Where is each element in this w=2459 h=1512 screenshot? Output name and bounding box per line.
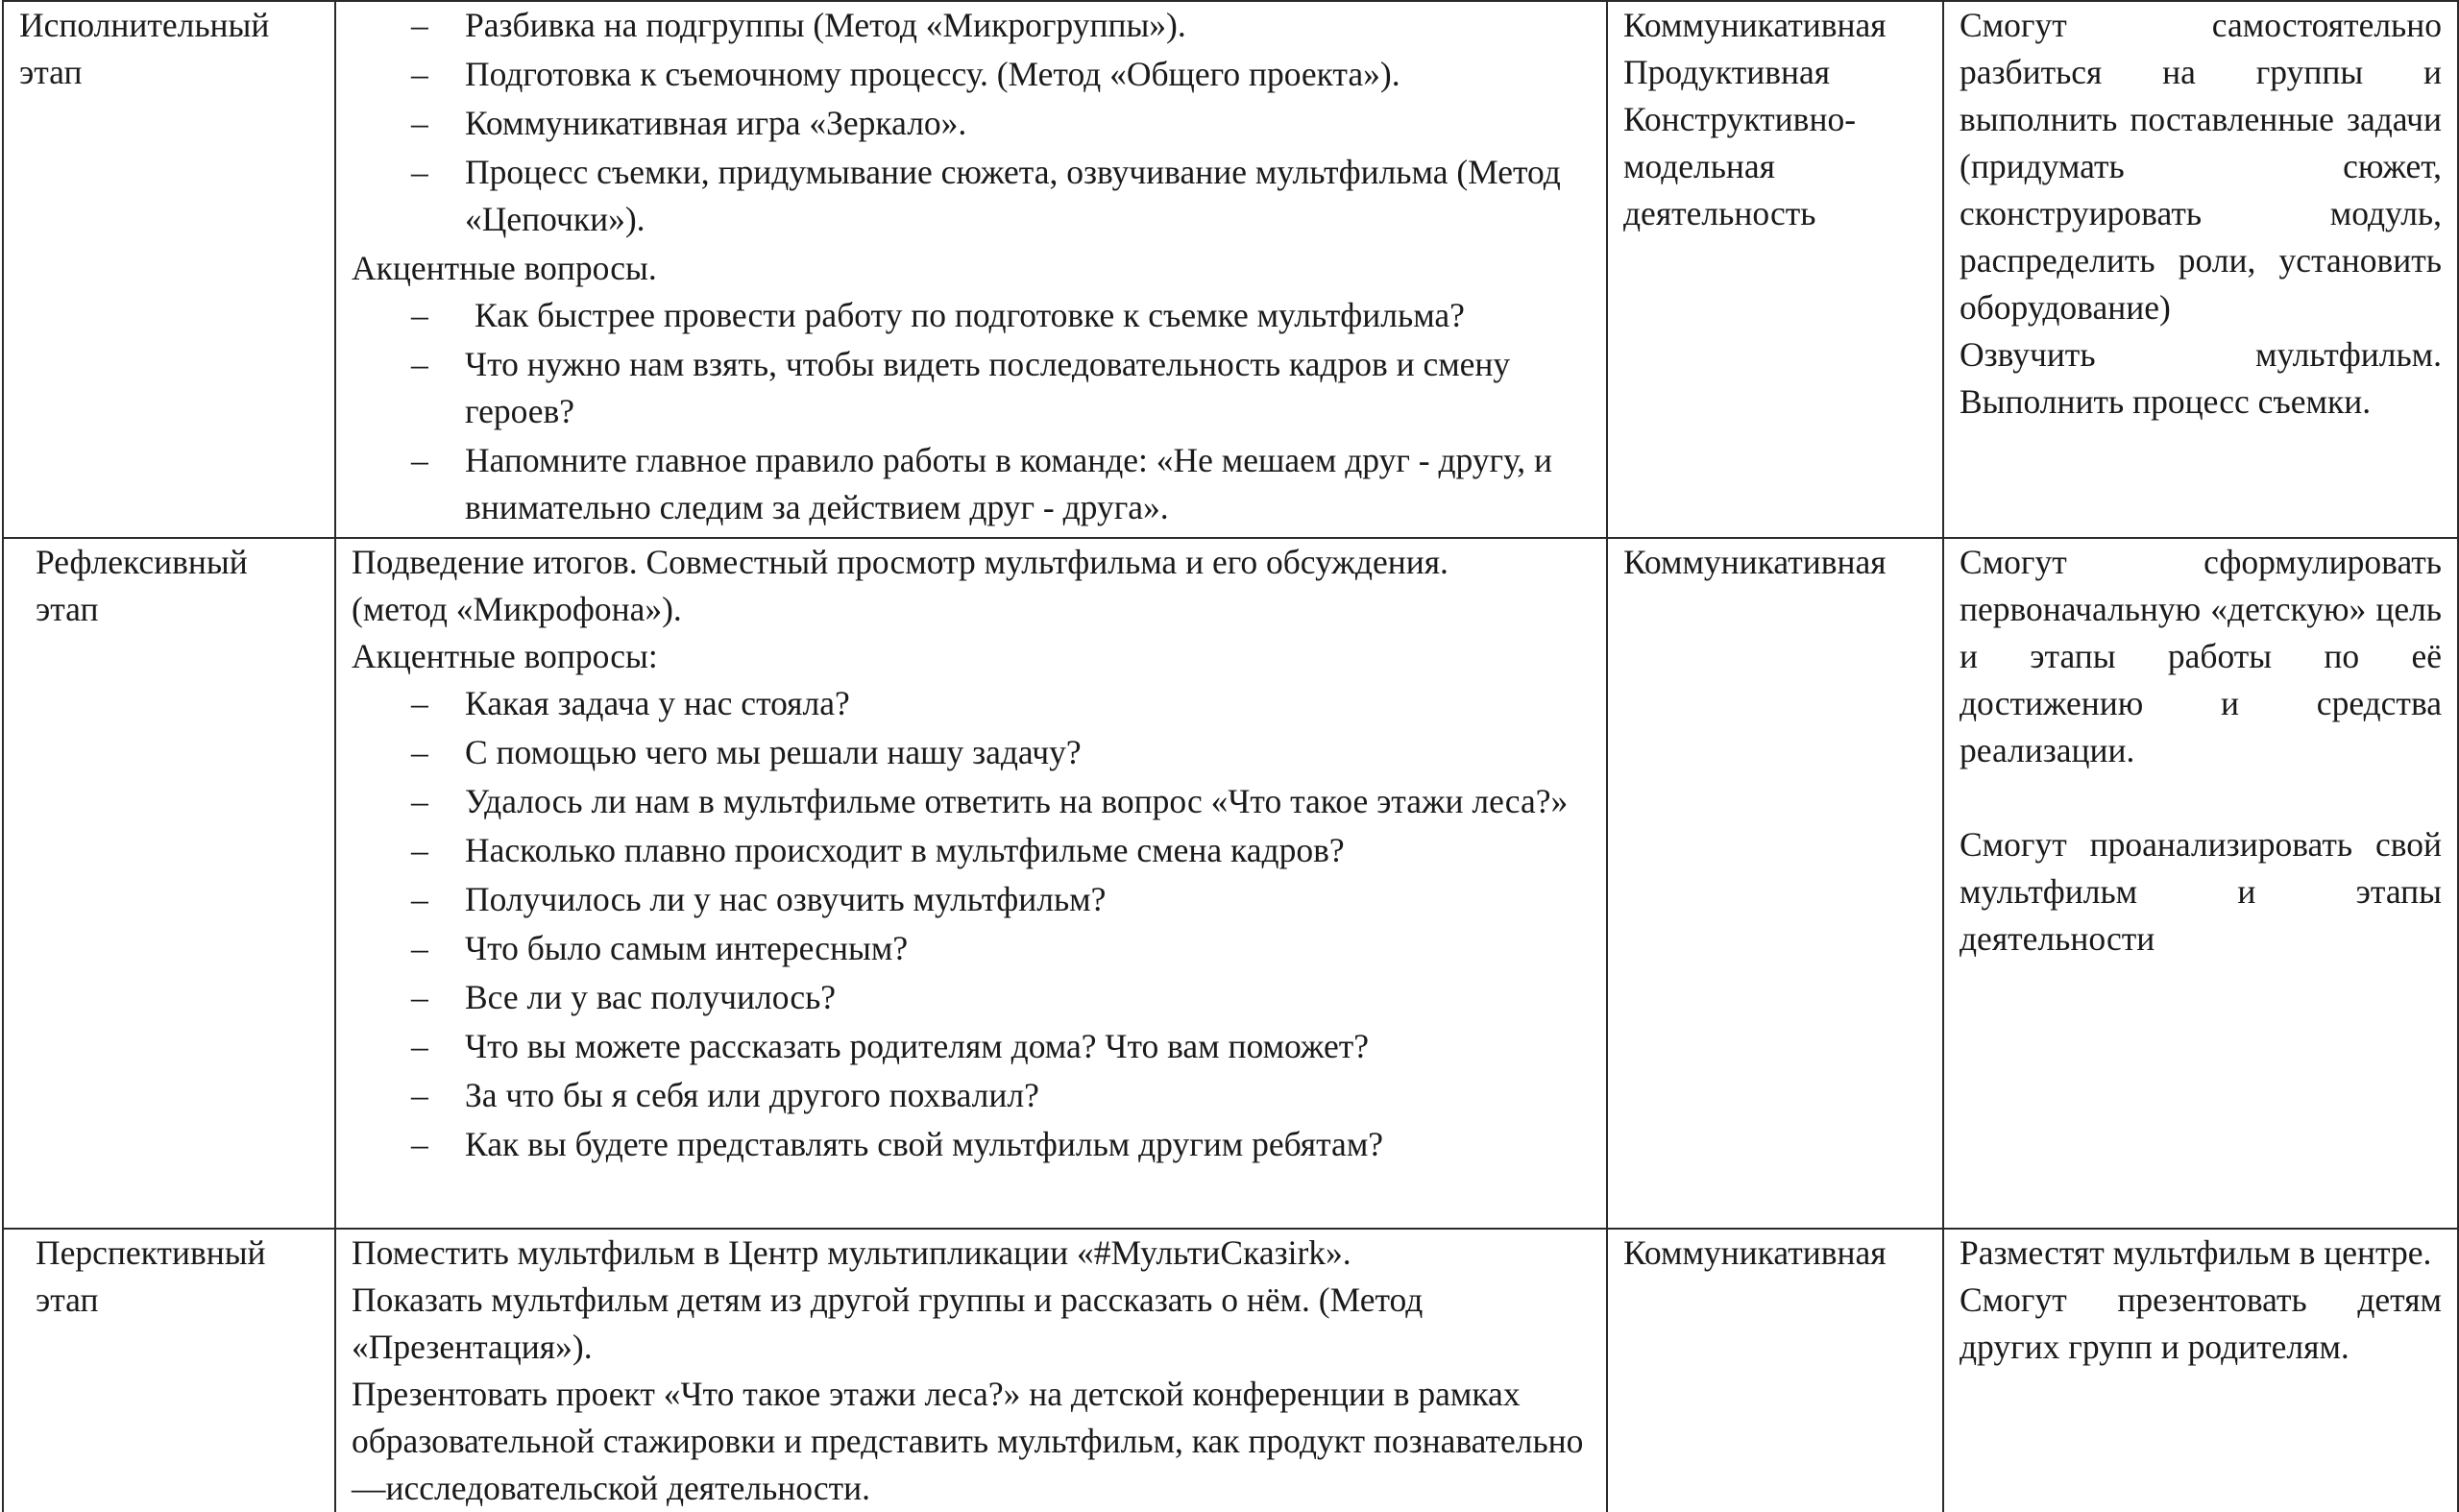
list-item: – С помощью чего мы решали нашу задачу? <box>411 733 1082 771</box>
list-item: – Все ли у вас получилось? <box>411 978 837 1016</box>
result-text: Выполнить процесс съемки. <box>1960 382 2372 421</box>
content-paragraph: Презентовать проект «Что такое этажи леса?» на детской конференции в рамках образовательной стажировки и представить мультфильм, как продукт познавательно—исследовательской деятельности. <box>352 1375 1584 1507</box>
stage-title: Перспективный <box>36 1233 266 1272</box>
list-item: – Удалось ли нам в мультфильме ответить на вопрос «Что такое этажи леса?» <box>411 782 1569 820</box>
lesson-plan-table <box>2 0 2459 1512</box>
activity-cell <box>1607 1 1943 538</box>
list-item: – Какая задача у нас стояла? <box>411 684 850 722</box>
result-text: Смогут проанализировать свой мультфильм и этапы деятельности <box>1960 825 2442 958</box>
activity-cell <box>1607 1229 1943 1512</box>
table-row-reflective-stage <box>3 538 2458 1229</box>
activity-type: Коммуникативная <box>1623 1233 1887 1272</box>
accent-questions-label: Акцентные вопросы. <box>352 249 657 287</box>
summary-text: Подведение итогов. Совместный просмотр мультфильма и его обсуждения. <box>352 543 1449 581</box>
result-text: Смогут самостоятельно разбиться на группы и выполнить поставленные задачи (придумать сюжет, сконструировать модуль, распределить роли, установить оборудование) <box>1960 6 2442 327</box>
list-item: – Процесс съемки, придумывание сюжета, озвучивание мультфильма (Метод «Цепочки»). <box>411 153 1561 238</box>
list-item: – Как быстрее провести работу по подготовке к съемке мультфильма? <box>411 296 1465 334</box>
content-cell <box>335 1 1607 538</box>
method-text: (метод «Микрофона»). <box>352 590 682 628</box>
activity-type: Продуктивная <box>1623 53 1831 91</box>
activity-cell <box>1607 538 1943 1229</box>
activity-type: Коммуникативная <box>1623 543 1887 581</box>
table-row-executive-stage <box>3 1 2458 538</box>
question-list <box>352 680 1591 1168</box>
stage-title: Исполнительный <box>19 6 270 44</box>
list-item: – Насколько плавно происходит в мультфильме смена кадров? <box>411 831 1345 869</box>
result-text: Смогут сформулировать первоначальную «детскую» цель и этапы работы по её достижению и средства реализации. <box>1960 543 2442 769</box>
list-item: – Напомните главное правило работы в команде: «Не мешаем друг - другу, и внимательно следим за действием друг - друга». <box>411 441 1553 526</box>
activity-type: модельная <box>1623 147 1775 185</box>
activity-type: Коммуникативная <box>1623 6 1887 44</box>
result-cell <box>1943 1229 2458 1512</box>
list-item: – Что нужно нам взять, чтобы видеть последовательность кадров и смену героев? <box>411 345 1511 430</box>
content-paragraph: Поместить мультфильм в Центр мультипликации «#МультиСказirk». <box>352 1233 1351 1272</box>
result-cell <box>1943 538 2458 1229</box>
list-item: – Как вы будете представлять свой мультфильм другим ребятам? <box>411 1125 1384 1163</box>
stage-cell <box>3 1229 335 1512</box>
list-item: – Разбивка на подгруппы (Метод «Микрогруппы»). <box>411 6 1186 44</box>
stage-cell <box>3 538 335 1229</box>
list-item: – Подготовка к съемочному процессу. (Метод «Общего проекта»). <box>411 55 1400 93</box>
stage-title-suffix: этап <box>36 590 99 628</box>
content-cell <box>335 1229 1607 1512</box>
task-list <box>352 2 1591 243</box>
table-row-perspective-stage <box>3 1229 2458 1512</box>
result-text: Смогут презентовать детям других групп и родителям. <box>1960 1280 2442 1366</box>
stage-cell <box>3 1 335 538</box>
accent-questions-label: Акцентные вопросы: <box>352 637 658 675</box>
content-cell <box>335 538 1607 1229</box>
paragraph-gap <box>1960 774 2442 821</box>
list-item: – Коммуникативная игра «Зеркало». <box>411 104 967 142</box>
question-list <box>352 292 1591 531</box>
result-text: Озвучить мультфильм. <box>1960 335 2442 374</box>
list-item: – За что бы я себя или другого похвалил? <box>411 1076 1039 1114</box>
stage-title-suffix: этап <box>36 1280 99 1319</box>
activity-type: Конструктивно- <box>1623 100 1857 138</box>
stage-title-suffix: этап <box>19 53 83 91</box>
content-paragraph: Показать мультфильм детям из другой группы и рассказать о нём. (Метод «Презентация»). <box>352 1280 1424 1366</box>
stage-title: Рефлексивный <box>36 543 248 581</box>
result-text: Разместят мультфильм в центре. <box>1960 1233 2432 1272</box>
result-cell <box>1943 1 2458 538</box>
list-item: – Что вы можете рассказать родителям дома? Что вам поможет? <box>411 1027 1370 1065</box>
list-item: – Получилось ли у нас озвучить мультфильм? <box>411 880 1107 918</box>
list-item: – Что было самым интересным? <box>411 929 909 967</box>
activity-type: деятельность <box>1623 194 1816 232</box>
